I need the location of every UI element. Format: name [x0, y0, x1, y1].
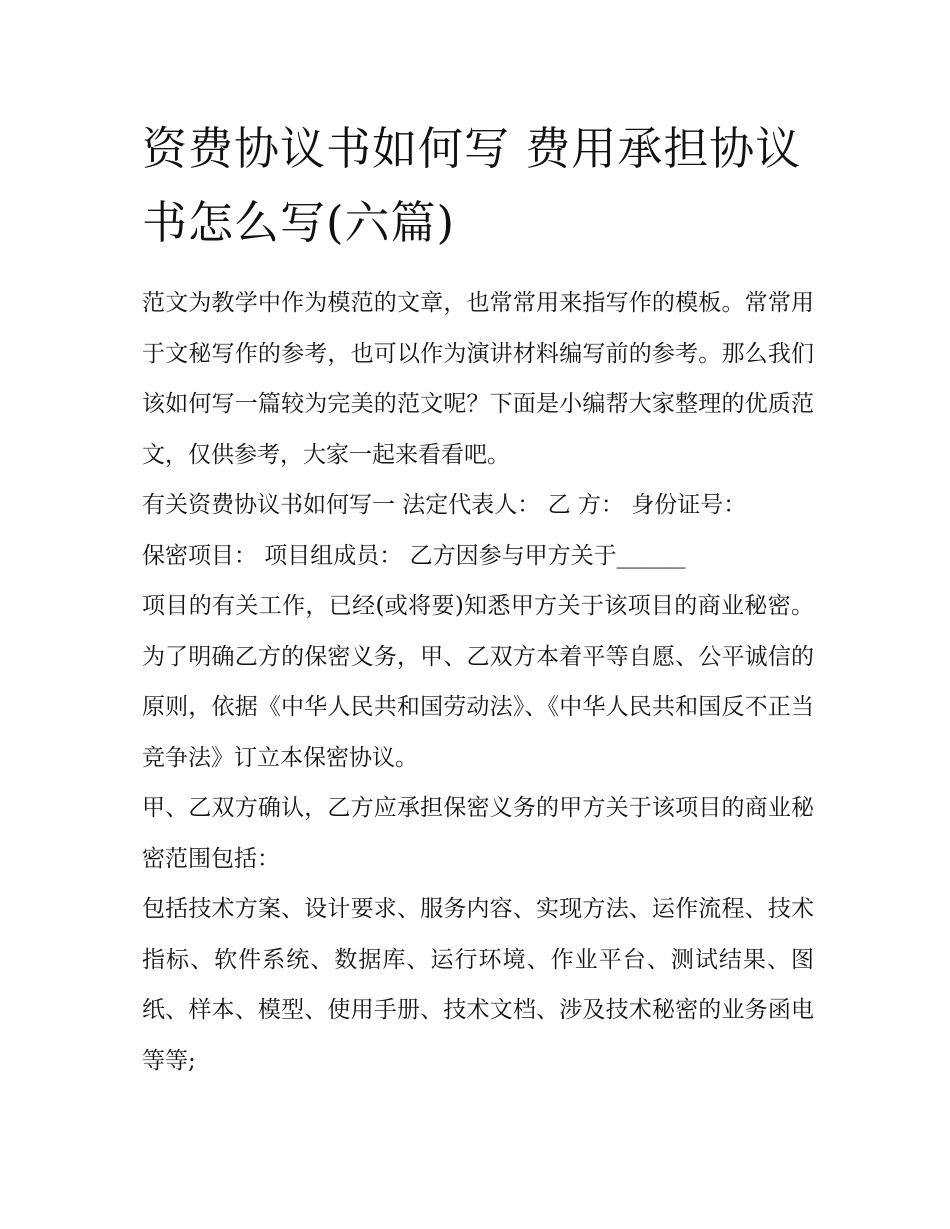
document-body	[142, 278, 814, 1086]
agreement-purpose-paragraph: 项目的有关工作，已经(或将要)知悉甲方关于该项目的商业秘密。为了明确乙方的保密义务，甲、乙双方本着平等自愿、公平诚信的原则，依据《中华人民共和国劳动法》、《中华人民共和国反不正当竞争法》订立本保密协议。	[142, 593, 814, 771]
document-title: 资费协议书如何写 费用承担协议书怎么写(六篇)	[142, 122, 802, 249]
confidential-scope-paragraph: 甲、乙双方确认，乙方应承担保密义务的甲方关于该项目的商业秘密范围包括：	[142, 795, 814, 872]
document-page	[142, 112, 814, 1086]
technical-items-paragraph: 包括技术方案、设计要求、服务内容、实现方法、运作流程、技术指标、软件系统、数据库、运行环境、作业平台、测试结果、图纸、样本、模型、使用手册、技术文档、涉及技术秘密的业务函电等等;	[142, 896, 814, 1074]
project-info-line: 保密项目： 项目组成员： 乙方因参与甲方关于______	[142, 542, 686, 569]
party-info-line: 有关资费协议书如何写一 法定代表人： 乙 方： 身份证号：	[142, 492, 747, 518]
intro-paragraph: 范文为教学中作为模范的文章，也常常用来指写作的模板。常常用于文秘写作的参考，也可以作为演讲材料编写前的参考。那么我们该如何写一篇较为完美的范文呢？下面是小编帮大家整理的优质范文，仅供参考，大家一起来看看吧。	[142, 290, 814, 468]
